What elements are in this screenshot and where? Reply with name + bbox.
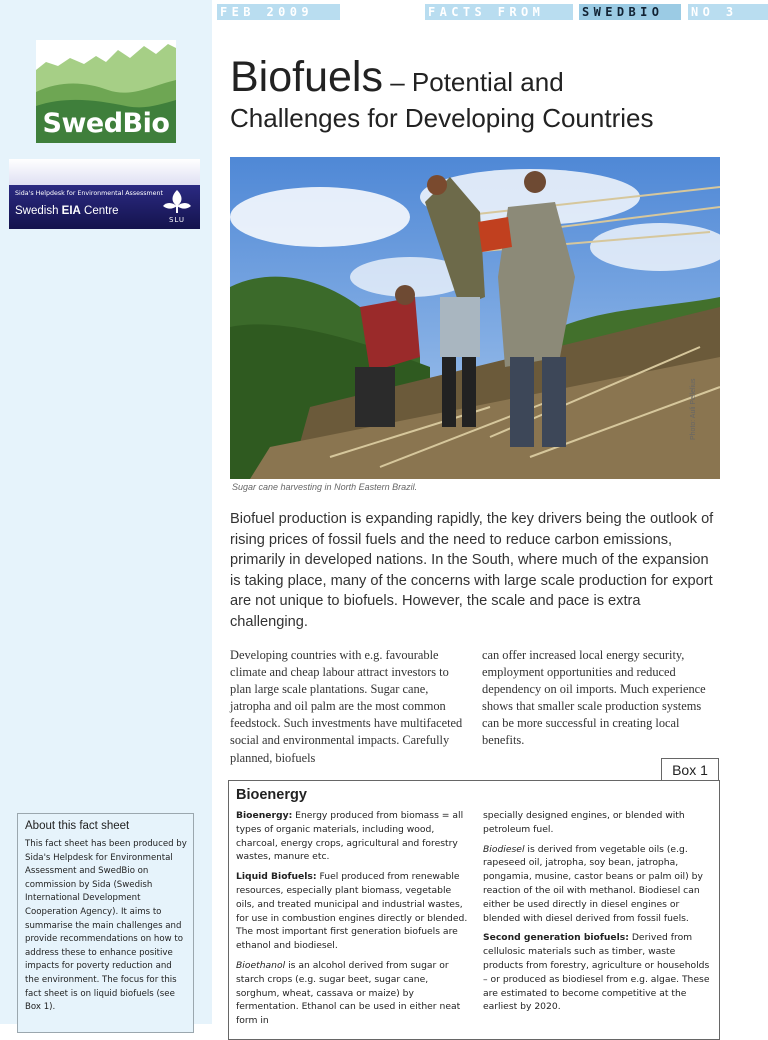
sidebar — [0, 0, 212, 1024]
second-generation-definition: Second generation biofuels: Derived from cellulosic materials such as timber, waste products from forestry, agriculture or households – or produced as biodiesel from e.g. algae. These are estimated to become competitive at the earliest by 2020. — [483, 932, 710, 1013]
liquid-biofuels-definition: Liquid Biofuels: Fuel produced from renewable resources, especially plant biomass, vegetable oils, and treated municipal and industrial wastes, for use in combustion engines directly or blended. The most important first generation biofuels are ethanol and biodiesel. — [236, 871, 468, 952]
intro-paragraph: Biofuel production is expanding rapidly, the key drivers being the outlook of rising prices of fossil fuels and the need to reduce carbon emissions, primarily in developed nations. In the South, where much of the expansion is taking place, many of the concerns with large scale production for export are not unique to biofuels. However, the scale and pace is extra challenging. — [230, 511, 714, 630]
about-title: About this fact sheet — [25, 820, 130, 832]
bioethanol-continued: specially designed engines, or blended with petroleum fuel. — [483, 810, 685, 835]
body-column-right: can offer increased local energy security, employment opportunities and reduced dependency on oil imports. Much experience shows that smaller scale production systems can be more successful in creating local benefits. — [482, 648, 706, 748]
bioenergy-definition: Bioenergy: Energy produced from biomass = all types of organic materials, including wood, charcoal, energy crops, agricultural and forestry wastes, manure etc. — [236, 810, 464, 863]
header-swedbio: SWEDBIO — [579, 4, 681, 20]
header-strip — [212, 0, 768, 26]
box-column-left — [236, 809, 472, 1034]
box-label: Box 1 — [661, 758, 719, 781]
header-issue-number: NO 3 — [688, 4, 768, 20]
page-title: Biofuels – Potential and — [230, 53, 564, 101]
box-title: Bioenergy — [236, 787, 307, 803]
biodiesel-definition: Biodiesel is derived from vegetable oils (e.g. rapeseed oil, jatropha, soy bean, jatropha, pongamia, musine, castor beans or palm oil) by reaction of the oil with methanol. Biodiesel can either be used directly in diesel engines or blended with diesel derived from fossil fuels. — [483, 843, 703, 924]
eia-name: Swedish EIA Centre — [15, 205, 119, 217]
body-column-left: Developing countries with e.g. favourable climate and cheap labour attract investors to plan large scale plantations. Sugar cane, jatropha and oil palm are the most common feedstock. Such investments have multifaceted social and environmental impacts. Carefully planned, biofuels — [230, 648, 463, 765]
logo-wordmark: SwedBio — [42, 108, 170, 139]
box-column-right — [483, 809, 715, 1020]
swedbio-logo — [36, 40, 176, 143]
bioethanol-definition: Bioethanol is an alcohol derived from sugar or starch crops (e.g. sugar beet, sugar cane, sorghum, wheat, cassava or maize) by fermentation. Ethanol can be used in either neat form in — [236, 959, 461, 1027]
about-text: This fact sheet has been produced by Sida's Helpdesk for Environmental Assessment and SwedBio on commission by Sida (Swedish International Development Cooperation Agency). It aims to summarise the main challenges and provide recommendations on how to address these to enhance positive impacts for poverty reduction and the environment. The focus for this fact sheet is on liquid biofuels (see Box 1). — [25, 839, 187, 1013]
header-date: FEB 2009 — [217, 4, 340, 20]
about-fact-sheet — [17, 813, 194, 1033]
photo-credit: Photo: Auli Pellelius — [690, 378, 697, 440]
page-subtitle: Challenges for Developing Countries — [230, 103, 654, 133]
sugar-cane-photo — [230, 157, 720, 479]
eia-centre-banner — [9, 159, 200, 229]
slu-leaf-icon — [162, 188, 192, 214]
header-facts-from: FACTS FROM — [425, 4, 573, 20]
bioenergy-box — [228, 780, 720, 1040]
photo-caption: Sugar cane harvesting in North Eastern Brazil. — [232, 482, 418, 492]
slu-logo: SLU — [162, 188, 192, 226]
eia-tagline: Sida's Helpdesk for Environmental Assessment — [15, 190, 164, 197]
